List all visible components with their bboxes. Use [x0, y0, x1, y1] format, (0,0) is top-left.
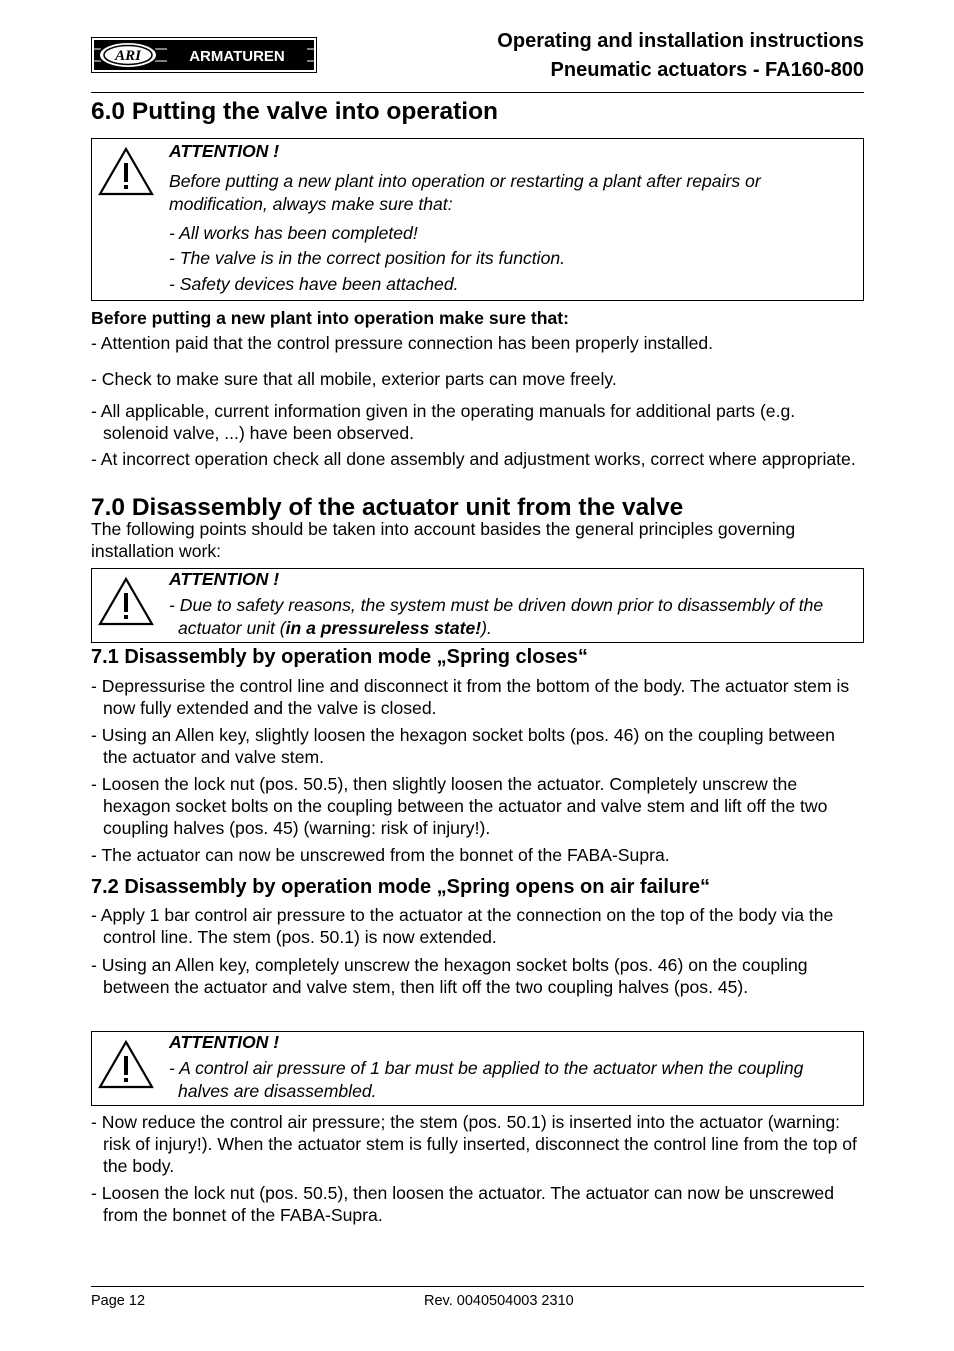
section-7-intro	[91, 518, 864, 562]
section-6-heading: 6.0 Putting the valve into operation	[91, 98, 499, 125]
warning-icon	[97, 1039, 155, 1091]
list-item: - Loosen the lock nut (pos. 50.5), then loosen the actuator. The actuator can now be unscrewed from the bonnet of the FABA-Supra.	[91, 1183, 834, 1225]
page-header	[91, 24, 864, 93]
attention-box-1	[91, 138, 864, 301]
section-7-heading: 7.0 Disassembly of the actuator unit from the valve	[91, 494, 684, 521]
attention-content-2	[169, 568, 855, 640]
section-7-1-body	[91, 675, 864, 866]
revision-number: Rev. 0040504003 2310	[424, 1293, 574, 1309]
title-line-1: Operating and installation instructions	[497, 30, 864, 52]
ari-armaturen-logo	[91, 37, 317, 73]
document-title	[497, 27, 864, 85]
document-page	[91, 0, 864, 1351]
page-footer	[91, 1286, 864, 1309]
svg-text:ARI: ARI	[115, 48, 141, 64]
section-7-2-heading: 7.2 Disassembly by operation mode „Spring opens on air failure“	[91, 876, 711, 898]
list-item: - Check to make sure that all mobile, exterior parts can move freely.	[91, 369, 617, 389]
attention-box-3	[91, 1031, 864, 1106]
list-item: - Using an Allen key, slightly loosen the hexagon socket bolts (pos. 46) on the coupling between the actuator and valve stem.	[91, 725, 835, 767]
attention-item: - All works has been completed!	[169, 223, 418, 243]
section-7-1-heading: 7.1 Disassembly by operation mode „Spring closes“	[91, 646, 588, 668]
svg-text:ARMATUREN: ARMATUREN	[189, 48, 285, 65]
attention-box-2	[91, 568, 864, 643]
list-item: - Depressurise the control line and disconnect it from the bottom of the body. The actuator stem is now fully extended and the valve is closed.	[91, 676, 850, 718]
list-item: - Using an Allen key, completely unscrew the hexagon socket bolts (pos. 46) on the coupling between the actuator and valve stem, then lift off the two coupling halves (pos. 45).	[91, 955, 808, 997]
list-item: - Loosen the lock nut (pos. 50.5), then slightly loosen the actuator. Completely unscrew the hexagon socket bolts on the coupling between the actuator and valve stem and lift off the two coupling halves (pos. 45) (warning: risk of injury!).	[91, 774, 828, 838]
attention-label: ATTENTION !	[169, 141, 280, 161]
list-item: - At incorrect operation check all done assembly and adjustment works, correct where appropriate.	[91, 449, 856, 469]
attention-item: - Safety devices have been attached.	[169, 274, 459, 294]
list-item: - Attention paid that the control pressure connection has been properly installed.	[91, 333, 714, 353]
attention-label: ATTENTION !	[169, 1032, 280, 1052]
section-7-2-body-after	[91, 1111, 864, 1226]
title-line-2: Pneumatic actuators - FA160-800	[550, 59, 864, 81]
section-6-body	[91, 307, 864, 470]
attention-content-1	[169, 140, 855, 296]
warning-icon	[97, 146, 155, 198]
attention-item: - The valve is in the correct position for its function.	[169, 248, 566, 268]
attention-text: - A control air pressure of 1 bar must be applied to the actuator when the coupling halves are disassembled.	[169, 1058, 804, 1101]
list-item: - All applicable, current information given in the operating manuals for additional parts (e.g. solenoid valve, ...) have been observed.	[91, 401, 796, 443]
page-number: Page 12	[91, 1293, 146, 1309]
attention-content-3	[169, 1031, 855, 1103]
attention-intro: Before putting a new plant into operation or restarting a plant after repairs or modification, always make sure that:	[169, 171, 761, 214]
section-6-lead: Before putting a new plant into operation make sure that:	[91, 308, 570, 328]
section-7-2-body	[91, 904, 864, 998]
attention-text: - Due to safety reasons, the system must be driven down prior to disassembly of the actuator unit (in a pressureless state!).	[169, 595, 824, 638]
list-item: - Now reduce the control air pressure; the stem (pos. 50.1) is inserted into the actuator (warning: risk of injury!). When the actuator stem is fully inserted, disconnect the control line from the top of the body.	[91, 1112, 857, 1176]
attention-label: ATTENTION !	[169, 569, 280, 589]
warning-icon	[97, 576, 155, 628]
list-item: - Apply 1 bar control air pressure to the actuator at the connection on the top of the body via the control line. The stem (pos. 50.1) is now extended.	[91, 905, 834, 947]
list-item: - The actuator can now be unscrewed from the bonnet of the FABA-Supra.	[91, 845, 670, 865]
section-7-intro-text: The following points should be taken into account basides the general principles governing installation work:	[91, 519, 796, 561]
